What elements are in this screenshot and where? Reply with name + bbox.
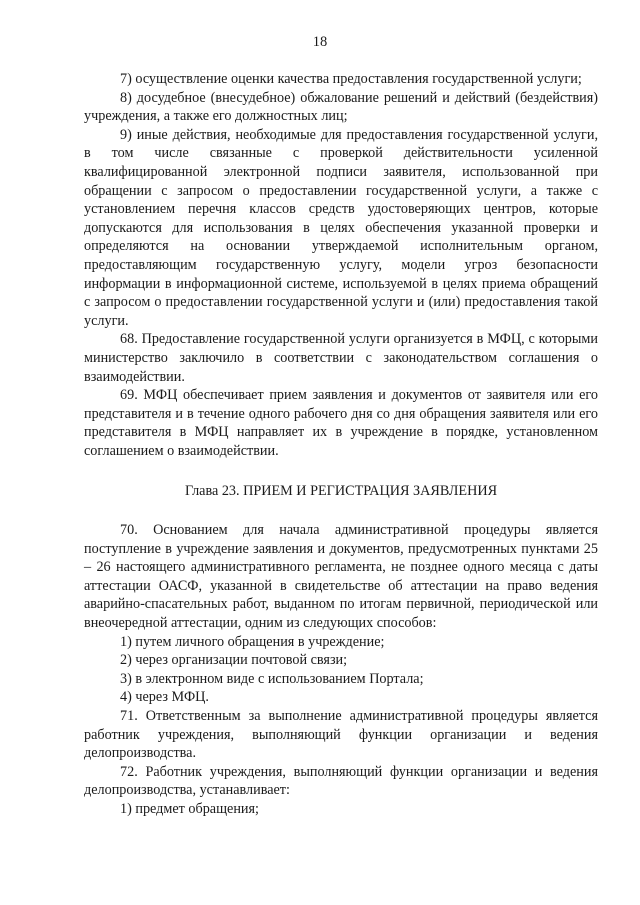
- page-number: 18: [312, 34, 328, 50]
- list-item: 2) через организации почтовой связи;: [120, 652, 348, 669]
- list-item: 1) предмет обращения;: [120, 800, 259, 817]
- paragraph-71: 71. Ответственным за выполнение административной процедуры является работник учреждения, выполняющий функции организации и ведения делопроизводства.: [84, 708, 598, 762]
- paragraph-item-8: 8) досудебное (внесудебное) обжалование решений и действий (бездействия) учреждения, а также его должностных лиц;: [84, 89, 598, 125]
- paragraph-item-9: 9) иные действия, необходимые для предоставления государственной услуги, в том числе связанные с проверкой действительности усиленной квалифицированной электронной подписи заявителя, использованной при обращении с запросом о предоставлении государственной услуги, а также с установлением перечня классов средств удостоверяющих центров, которые допускаются для использования в целях обеспечения указанной проверки и определяются на основании утверждаемой исполнительным органом, предоставляющим государственную услугу, модели угроз безопасности информации в информационной системе, используемой в целях приема обращений с запросом о предоставлении государственной услуги и (или) предоставления такой услуги.: [84, 126, 598, 329]
- list-item: 1) путем личного обращения в учреждение;: [120, 633, 385, 650]
- paragraph-69: 69. МФЦ обеспечивает прием заявления и документов от заявителя или его представителя и в течение одного рабочего дня со дня обращения заявителя или его представителя в МФЦ направляет их в учреждение в порядке, установленном соглашением о взаимодействии.: [84, 387, 598, 459]
- paragraph-68: 68. Предоставление государственной услуги организуется в МФЦ, с которыми министерство заключило в соответствии с законодательством соглашения о взаимодействии.: [84, 331, 598, 385]
- chapter-heading: Глава 23. ПРИЕМ И РЕГИСТРАЦИЯ ЗАЯВЛЕНИЯ: [184, 483, 498, 500]
- paragraph-72: 72. Работник учреждения, выполняющий функции организации и ведения делопроизводства, устанавливает:: [84, 763, 598, 799]
- list-item: 3) в электронном виде с использованием Портала;: [120, 670, 424, 687]
- paragraph-70: 70. Основанием для начала административной процедуры является поступление в учреждение заявления и документов, предусмотренных пунктами 25 – 26 настоящего административного регламента, не позднее одного месяца с даты аттестации ОАСФ, указанной в свидетельстве об аттестации на право ведения аварийно-спасательных работ, выданном по итогам первичной, периодической или внеочередной аттестации, одним из следующих способов:: [84, 522, 598, 632]
- document-body: [84, 70, 598, 819]
- list-item: 4) через МФЦ.: [120, 689, 209, 706]
- paragraph-item-7: 7) осуществление оценки качества предоставления государственной услуги;: [120, 71, 582, 87]
